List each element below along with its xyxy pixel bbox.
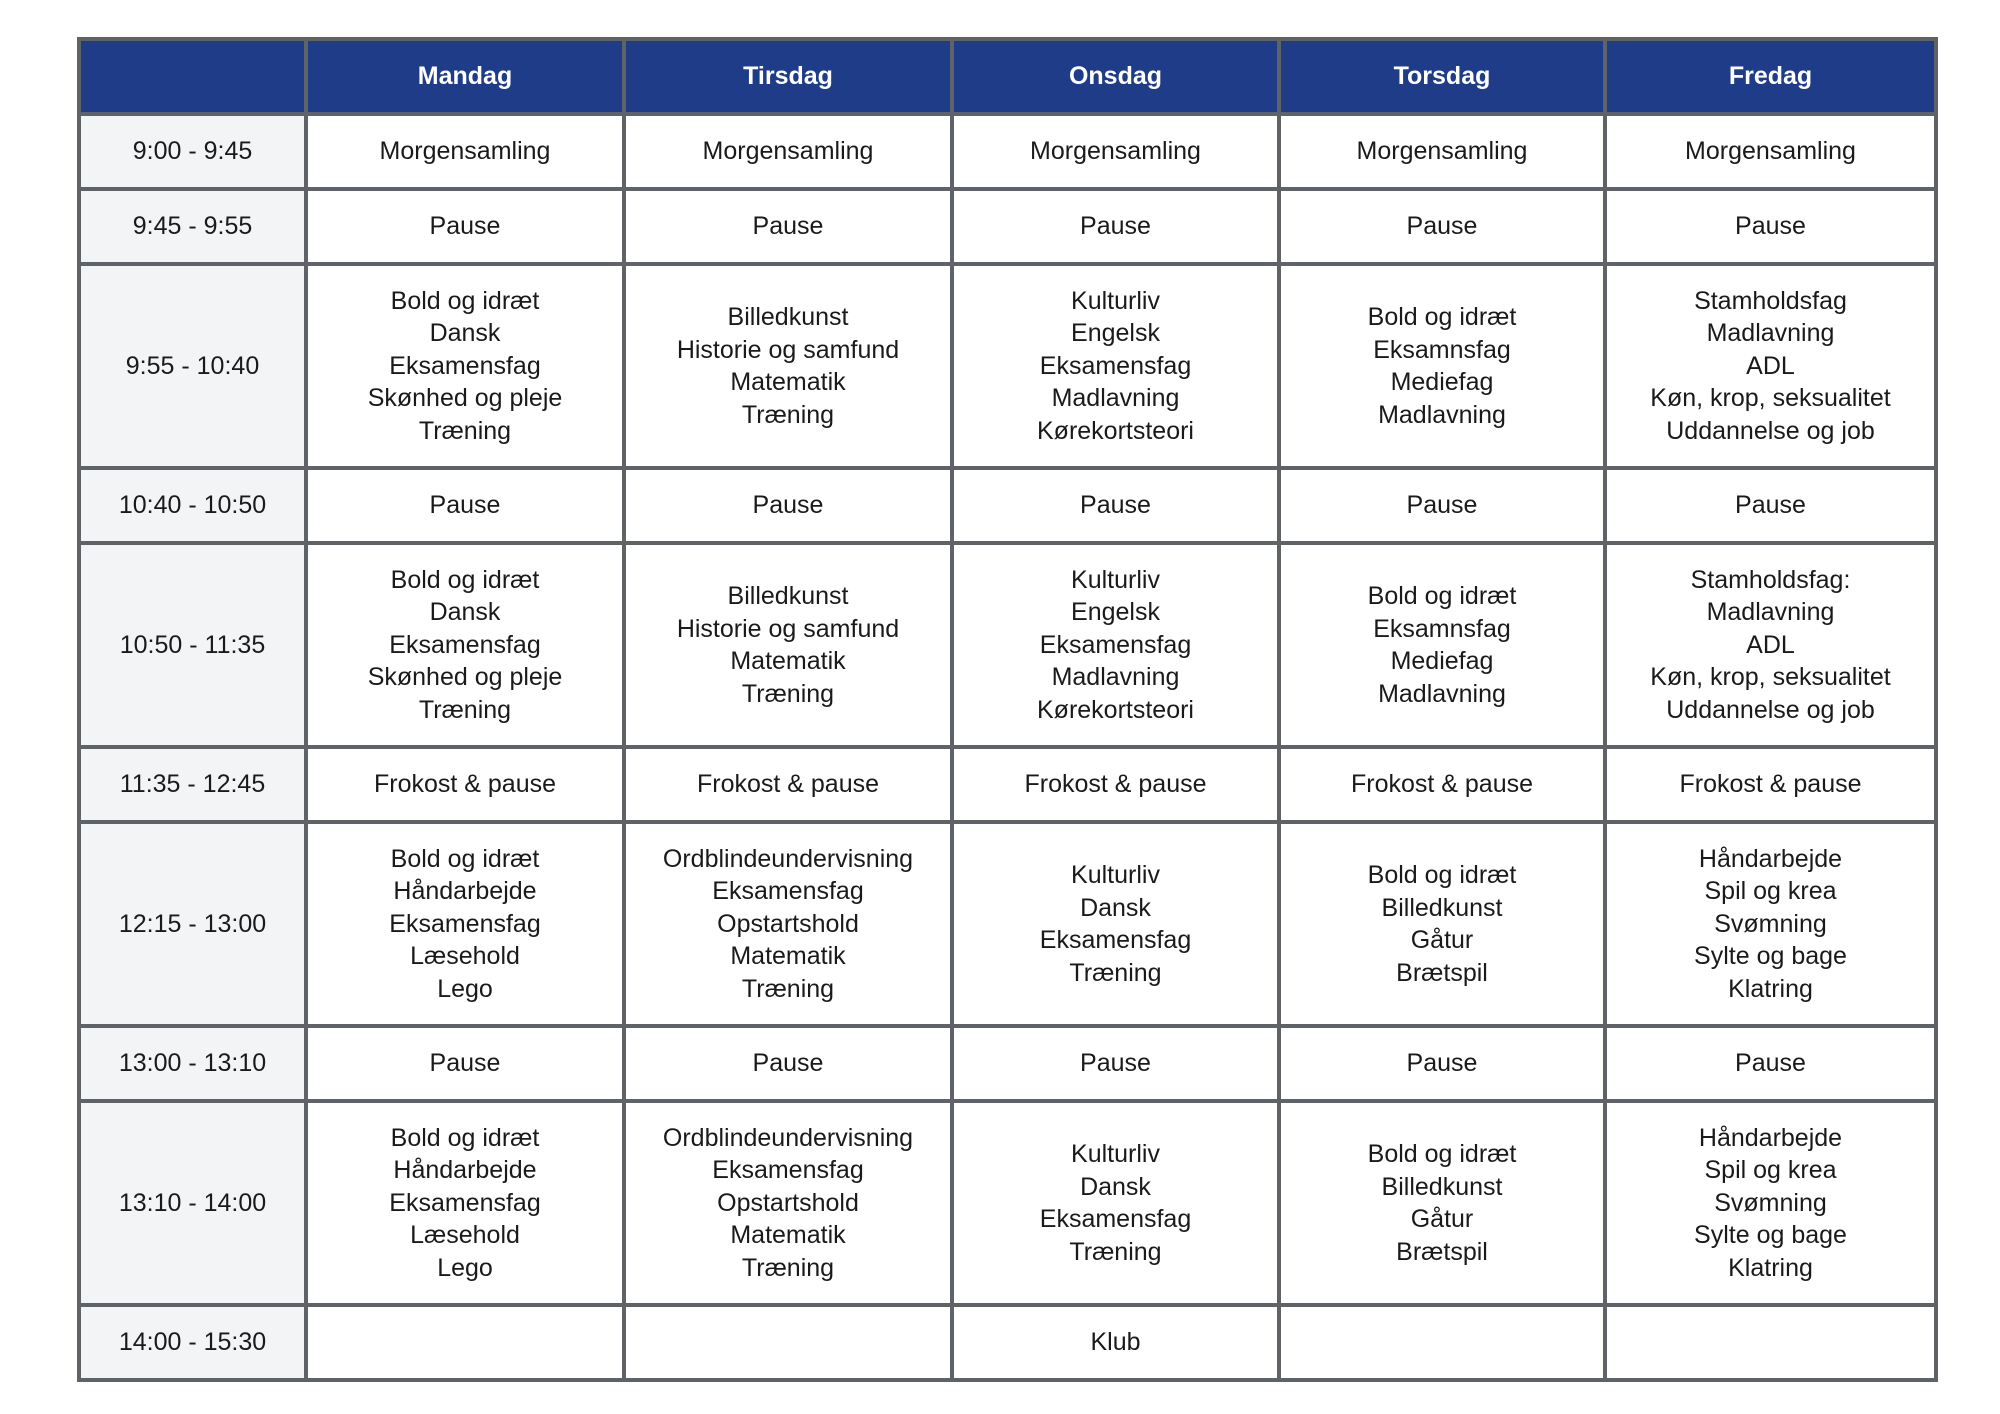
- schedule-row: [79, 1305, 1936, 1380]
- activity-cell-fredag: [1605, 747, 1936, 822]
- activity-label: Køn, krop, seksualitet: [1650, 663, 1891, 692]
- schedule-row: [79, 543, 1936, 747]
- activity-label: Uddannelse og job: [1666, 695, 1875, 724]
- activity-label: Billedkunst: [727, 303, 849, 331]
- activity-label: Klatring: [1728, 974, 1813, 1003]
- activity-label: Eksamensfag: [1039, 351, 1192, 380]
- activity-label: Matematik: [730, 647, 846, 675]
- activity-label: Håndarbejde: [1698, 1123, 1843, 1152]
- schedule-row: [79, 114, 1936, 189]
- activity-label: Læsehold: [410, 942, 520, 971]
- activity-label: Sylte og bage: [1694, 942, 1847, 971]
- activity-label: Engelsk: [1071, 319, 1160, 348]
- activity-cell-tirsdag: [624, 189, 952, 264]
- activity-label: Kulturliv: [1071, 565, 1160, 594]
- activity-cell-fredag: [1605, 543, 1936, 747]
- activity-label: Træning: [1069, 958, 1162, 987]
- header-corner-cell: [79, 39, 306, 114]
- activity-cell-mandag: [306, 189, 624, 264]
- activity-label: Skønhed og pleje: [367, 384, 563, 413]
- activity-cell-tirsdag: [624, 114, 952, 189]
- activity-label: Frokost & pause: [1679, 770, 1862, 799]
- activity-label: Pause: [1080, 491, 1151, 520]
- day-header-mandag: Mandag: [306, 39, 624, 114]
- activity-cell-torsdag: [1279, 264, 1605, 468]
- activity-label: Gåtur: [1410, 926, 1474, 954]
- activity-label: Frokost & pause: [696, 770, 880, 799]
- activity-label: Dansk: [429, 319, 501, 348]
- activity-label: Pause: [429, 491, 501, 520]
- activity-label: ADL: [1746, 351, 1795, 380]
- schedule-row: [79, 1101, 1936, 1305]
- activity-label: Klatring: [1728, 1253, 1813, 1282]
- schedule-row: [79, 264, 1936, 468]
- activity-label: Pause: [1406, 1049, 1478, 1078]
- activity-label: Bold og idræt: [390, 1123, 540, 1152]
- activity-label: Bold og idræt: [390, 286, 540, 315]
- activity-label: Madlavning: [1051, 663, 1180, 692]
- time-slot-cell: 10:50 - 11:35: [79, 543, 306, 747]
- activity-cell-tirsdag: [624, 1305, 952, 1380]
- activity-cell-onsdag: [952, 747, 1279, 822]
- activity-label: Bold og idræt: [1367, 861, 1517, 889]
- activity-label: Bold og idræt: [1367, 303, 1517, 331]
- activity-cell-tirsdag: [624, 264, 952, 468]
- activity-cell-onsdag: [952, 822, 1279, 1026]
- activity-label: Eksamensfag: [1039, 630, 1192, 659]
- activity-label: Spil og krea: [1704, 877, 1837, 906]
- activity-cell-fredag: [1605, 1101, 1936, 1305]
- schedule-row: [79, 747, 1936, 822]
- activity-cell-mandag: [306, 264, 624, 468]
- activity-cell-tirsdag: [624, 822, 952, 1026]
- activity-label: Bold og idræt: [390, 844, 540, 873]
- activity-label: Sylte og bage: [1694, 1221, 1847, 1250]
- activity-label: Skønhed og pleje: [367, 663, 563, 692]
- activity-label: Svømning: [1714, 1188, 1827, 1217]
- activity-cell-mandag: [306, 1026, 624, 1101]
- day-header-onsdag: Onsdag: [952, 39, 1279, 114]
- activity-label: Eksamensfag: [389, 351, 541, 380]
- activity-cell-tirsdag: [624, 1101, 952, 1305]
- activity-cell-mandag: [306, 1101, 624, 1305]
- activity-label: Historie og samfund: [676, 335, 900, 364]
- activity-label: Pause: [1080, 1049, 1151, 1078]
- schedule-row: [79, 468, 1936, 543]
- activity-label: Morgensamling: [379, 137, 551, 166]
- activity-label: Kulturliv: [1071, 1140, 1160, 1168]
- activity-label: Håndarbejde: [1698, 844, 1843, 873]
- activity-cell-onsdag: [952, 1101, 1279, 1305]
- activity-cell-mandag: [306, 747, 624, 822]
- activity-label: Træning: [418, 416, 512, 445]
- activity-label: Pause: [1406, 212, 1478, 241]
- activity-label: Lego: [437, 1253, 493, 1282]
- activity-label: Historie og samfund: [676, 614, 900, 643]
- activity-label: Engelsk: [1071, 598, 1160, 627]
- activity-label: Kørekortsteori: [1037, 695, 1194, 724]
- schedule-body: [79, 114, 1936, 1380]
- activity-label: Eksamensfag: [1039, 926, 1192, 954]
- activity-cell-onsdag: [952, 1026, 1279, 1101]
- activity-label: Kulturliv: [1071, 861, 1160, 889]
- activity-label: Morgensamling: [1685, 137, 1856, 166]
- activity-label: Dansk: [1080, 893, 1151, 922]
- time-slot-cell: 11:35 - 12:45: [79, 747, 306, 822]
- activity-label: Eksamensfag: [389, 1188, 541, 1217]
- time-slot-cell: 14:00 - 15:30: [79, 1305, 306, 1380]
- activity-label: Frokost & pause: [1024, 770, 1207, 799]
- activity-label: Opstartshold: [717, 909, 859, 938]
- activity-label: Eksamnsfag: [1373, 335, 1511, 364]
- activity-label: Eksamnsfag: [1373, 614, 1511, 643]
- activity-cell-onsdag: [952, 1305, 1279, 1380]
- activity-cell-tirsdag: [624, 543, 952, 747]
- activity-label: Træning: [1069, 1237, 1162, 1266]
- activity-label: Bold og idræt: [1367, 1140, 1517, 1168]
- activity-label: Frokost & pause: [373, 770, 557, 799]
- activity-cell-tirsdag: [624, 747, 952, 822]
- activity-cell-tirsdag: [624, 468, 952, 543]
- activity-cell-torsdag: [1279, 1305, 1605, 1380]
- activity-label: Madlavning: [1706, 319, 1835, 348]
- day-header-torsdag: Torsdag: [1279, 39, 1605, 114]
- activity-label: Ordblindeundervisning: [662, 844, 914, 873]
- activity-label: Eksamensfag: [712, 877, 864, 906]
- time-slot-cell: 10:40 - 10:50: [79, 468, 306, 543]
- activity-label: Morgensamling: [1356, 137, 1528, 166]
- time-slot-cell: 13:10 - 14:00: [79, 1101, 306, 1305]
- activity-label: Frokost & pause: [1350, 770, 1534, 799]
- activity-label: Eksamensfag: [389, 909, 541, 938]
- activity-label: Morgensamling: [1030, 137, 1201, 166]
- activity-label: Opstartshold: [717, 1188, 859, 1217]
- time-slot-cell: 9:00 - 9:45: [79, 114, 306, 189]
- activity-label: Stamholdsfag: [1694, 286, 1847, 315]
- activity-label: Pause: [1080, 212, 1151, 241]
- activity-label: Spil og krea: [1704, 1156, 1837, 1185]
- activity-label: Pause: [429, 1049, 501, 1078]
- activity-label: Pause: [1735, 1049, 1806, 1078]
- activity-label: Kørekortsteori: [1037, 416, 1194, 445]
- activity-label: Mediefag: [1390, 647, 1494, 675]
- activity-label: Svømning: [1714, 909, 1827, 938]
- activity-label: Matematik: [730, 942, 846, 971]
- activity-label: Pause: [752, 491, 824, 520]
- activity-label: Pause: [1735, 212, 1806, 241]
- activity-cell-mandag: [306, 543, 624, 747]
- activity-cell-mandag: [306, 822, 624, 1026]
- activity-label: Billedkunst: [727, 582, 849, 610]
- activity-cell-torsdag: [1279, 822, 1605, 1026]
- activity-label: Pause: [1406, 491, 1478, 520]
- activity-cell-fredag: [1605, 1026, 1936, 1101]
- time-slot-cell: 12:15 - 13:00: [79, 822, 306, 1026]
- activity-label: Kulturliv: [1071, 286, 1160, 315]
- activity-cell-torsdag: [1279, 1101, 1605, 1305]
- activity-label: Billedkunst: [1381, 893, 1503, 922]
- activity-label: Stamholdsfag:: [1690, 565, 1851, 594]
- activity-label: Pause: [1735, 491, 1806, 520]
- activity-label: Billedkunst: [1381, 1172, 1503, 1201]
- activity-label: Klub: [1090, 1328, 1141, 1357]
- activity-label: Håndarbejde: [393, 877, 537, 906]
- activity-cell-torsdag: [1279, 114, 1605, 189]
- activity-cell-torsdag: [1279, 747, 1605, 822]
- activity-label: Madlavning: [1706, 598, 1835, 627]
- activity-label: Træning: [741, 400, 835, 429]
- activity-label: Eksamensfag: [389, 630, 541, 659]
- activity-label: Matematik: [730, 368, 846, 396]
- activity-label: Håndarbejde: [393, 1156, 537, 1185]
- activity-cell-torsdag: [1279, 543, 1605, 747]
- activity-label: Træning: [741, 679, 835, 708]
- activity-label: Pause: [429, 212, 501, 241]
- activity-cell-tirsdag: [624, 1026, 952, 1101]
- activity-label: Dansk: [1080, 1172, 1151, 1201]
- activity-cell-mandag: [306, 468, 624, 543]
- activity-label: Morgensamling: [702, 137, 874, 166]
- schedule-row: [79, 189, 1936, 264]
- activity-label: Uddannelse og job: [1666, 416, 1875, 445]
- activity-label: Brætspil: [1396, 1237, 1488, 1266]
- activity-cell-mandag: [306, 1305, 624, 1380]
- activity-cell-onsdag: [952, 264, 1279, 468]
- schedule-header: [79, 39, 1936, 114]
- activity-label: Eksamensfag: [712, 1156, 864, 1185]
- time-slot-cell: 9:45 - 9:55: [79, 189, 306, 264]
- activity-label: Køn, krop, seksualitet: [1650, 384, 1891, 413]
- activity-label: Madlavning: [1378, 400, 1506, 429]
- time-slot-cell: 13:00 - 13:10: [79, 1026, 306, 1101]
- activity-cell-torsdag: [1279, 1026, 1605, 1101]
- activity-cell-fredag: [1605, 1305, 1936, 1380]
- activity-label: Pause: [752, 1049, 824, 1078]
- activity-label: Pause: [752, 212, 824, 241]
- schedule-row: [79, 822, 1936, 1026]
- activity-label: Madlavning: [1378, 679, 1506, 708]
- activity-label: Matematik: [730, 1221, 846, 1250]
- weekly-schedule-table: [77, 37, 1938, 1382]
- day-header-fredag: Fredag: [1605, 39, 1936, 114]
- activity-cell-onsdag: [952, 543, 1279, 747]
- activity-cell-fredag: [1605, 114, 1936, 189]
- activity-label: Træning: [741, 974, 835, 1003]
- activity-label: Træning: [418, 695, 512, 724]
- activity-cell-fredag: [1605, 189, 1936, 264]
- activity-label: Læsehold: [410, 1221, 520, 1250]
- activity-label: ADL: [1746, 630, 1795, 659]
- activity-cell-fredag: [1605, 468, 1936, 543]
- activity-label: Dansk: [429, 598, 501, 627]
- activity-cell-fredag: [1605, 822, 1936, 1026]
- activity-cell-onsdag: [952, 189, 1279, 264]
- activity-cell-mandag: [306, 114, 624, 189]
- activity-label: Bold og idræt: [390, 565, 540, 594]
- activity-label: Lego: [437, 974, 493, 1003]
- activity-label: Træning: [741, 1253, 835, 1282]
- activity-label: Bold og idræt: [1367, 582, 1517, 610]
- activity-label: Ordblindeundervisning: [662, 1123, 914, 1152]
- header-row: [79, 39, 1936, 114]
- activity-label: Eksamensfag: [1039, 1205, 1192, 1233]
- activity-cell-torsdag: [1279, 189, 1605, 264]
- activity-label: Mediefag: [1390, 368, 1494, 396]
- activity-label: Gåtur: [1410, 1205, 1474, 1233]
- activity-label: Madlavning: [1051, 384, 1180, 413]
- activity-label: Brætspil: [1396, 958, 1488, 987]
- activity-cell-torsdag: [1279, 468, 1605, 543]
- activity-cell-onsdag: [952, 468, 1279, 543]
- day-header-tirsdag: Tirsdag: [624, 39, 952, 114]
- time-slot-cell: 9:55 - 10:40: [79, 264, 306, 468]
- activity-cell-fredag: [1605, 264, 1936, 468]
- activity-cell-onsdag: [952, 114, 1279, 189]
- schedule-row: [79, 1026, 1936, 1101]
